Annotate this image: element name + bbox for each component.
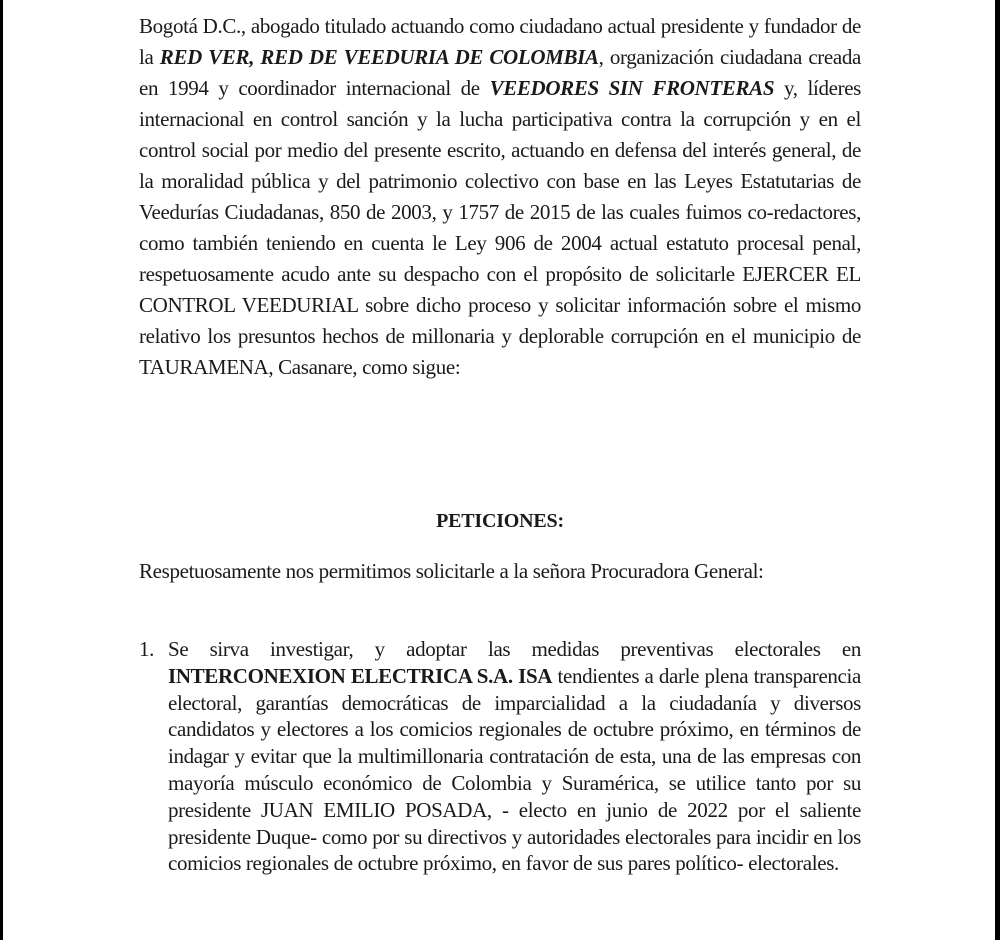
- organization-name-red-ver: RED VER, RED DE VEEDURIA DE COLOMBIA: [159, 45, 599, 69]
- section-heading: PETICIONES:: [436, 510, 564, 532]
- petitions-list: [139, 636, 861, 877]
- opening-text-1: Bogotá D.C., abogado titulado actuando como ciudadano actual presidente y fundador de la: [139, 14, 861, 69]
- petition-number: 1.: [139, 637, 155, 661]
- petition-item: [139, 636, 861, 877]
- document-body: [139, 11, 861, 383]
- section-heading-wrap: [139, 510, 861, 533]
- opening-text-2: , organización ciudadana creada en 1994 y coordinador internacional de: [139, 45, 861, 100]
- petitions-intro-wrap: [139, 556, 861, 587]
- right-edge-bar: [995, 0, 1000, 940]
- opening-text-3: y, líderes internacional en control sanción y la lucha participativa contra la corrupción y en el control social por medio del presente escrito, actuando en defensa del interés general, de la moralidad pública y del patrimonio colectivo con base en las Leyes Estatutarias de Veedurías Ciudadanas, 850 de 2003, y 1757 de 2015 de las cuales fuimos co-redactores, como también teniendo en cuenta le Ley 906 de 2004 actual estatuto procesal penal, respetuosamente acudo ante su despacho con el propósito de solicitarle EJERCER EL CONTROL VEEDURIAL sobre dicho proceso y solicitar información sobre el mismo relativo los presuntos hechos de millonaria y deplorable corrupción en el municipio de TAURAMENA, Casanare, como sigue:: [139, 76, 862, 379]
- left-edge-bar: [0, 0, 3, 940]
- petition-text-2: tendientes a darle plena transparencia electoral, garantías democráticas de imparcialidad a la ciudadanía y diversos candidatos y electores a los comicios regionales de octubre próximo, en términos de indagar y evitar que la multimillonaria contratación de esta, una de las empresas con mayoría músculo económico de Colombia y Suramérica, se utilice tanto por su presidente JUAN EMILIO POSADA, - electo en junio de 2022 por el saliente presidente Duque- como por su directivos y autoridades electorales para incidir en los comicios regionales de octubre próximo, en favor de sus pares político- electorales.: [168, 663, 861, 876]
- petitions-intro: Respetuosamente nos permitimos solicitarle a la señora Procuradora General:: [139, 559, 764, 583]
- company-name: INTERCONEXION ELECTRICA S.A. ISA: [168, 663, 553, 688]
- petition-text: [168, 636, 861, 877]
- petition-text-1: Se sirva investigar, y adoptar las medidas preventivas electorales en: [168, 637, 861, 661]
- opening-paragraph: [139, 11, 861, 383]
- organization-name-veedores: VEEDORES SIN FRONTERAS: [489, 76, 775, 100]
